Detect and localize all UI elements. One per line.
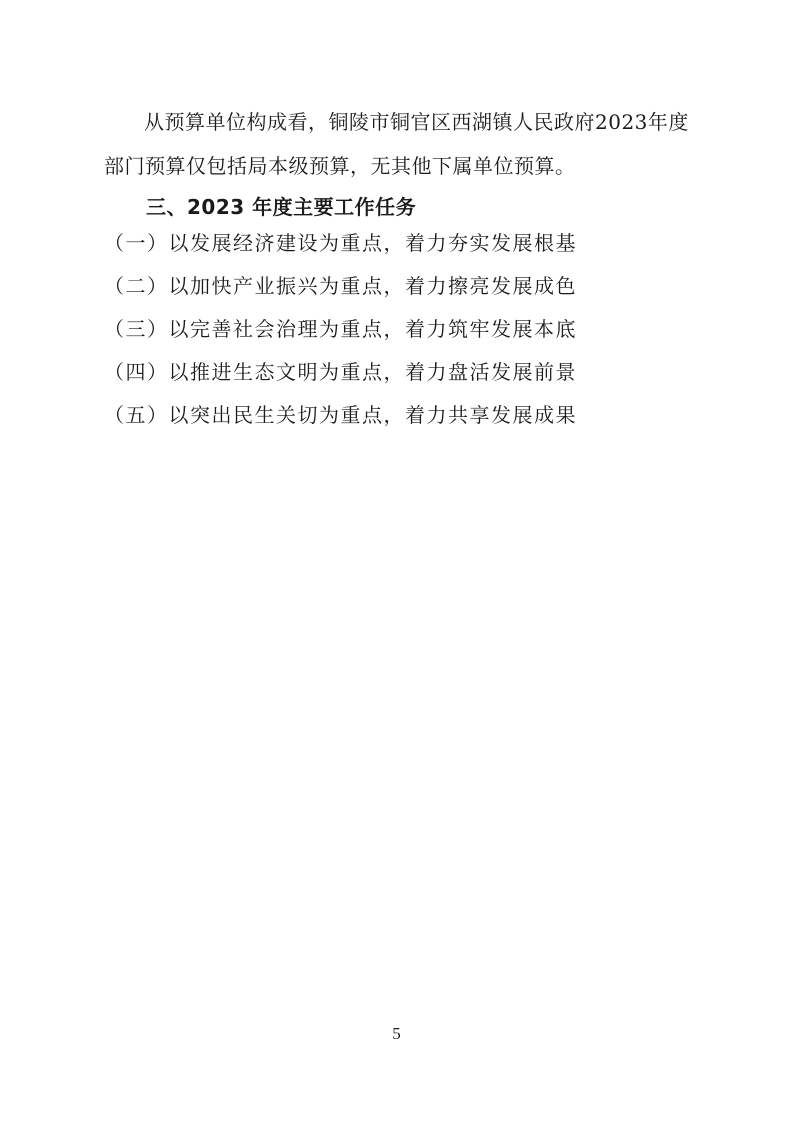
task-item-1: （一）以发展经济建设为重点，着力夯实发展根基 [104,231,577,255]
task-item-3: （三）以完善社会治理为重点，着力筑牢发展本底 [104,317,577,341]
task-item-5: （五）以突出民生关切为重点，着力共享发展成果 [104,403,577,427]
page-number: 5 [392,1024,401,1043]
task-item-4: （四）以推进生态文明为重点，着力盘活发展前景 [104,360,577,384]
task-list [104,222,577,437]
task-item-2: （二）以加快产业振兴为重点，着力擦亮发展成色 [104,274,577,298]
paragraph-text: 从预算单位构成看，铜陵市铜官区西湖镇人民政府2023年度部门预算仅包括局本级预算，无其他下属单位预算。 [104,110,689,178]
budget-unit-paragraph [104,100,690,188]
section-heading: 三、2023 年度主要工作任务 [146,195,417,219]
